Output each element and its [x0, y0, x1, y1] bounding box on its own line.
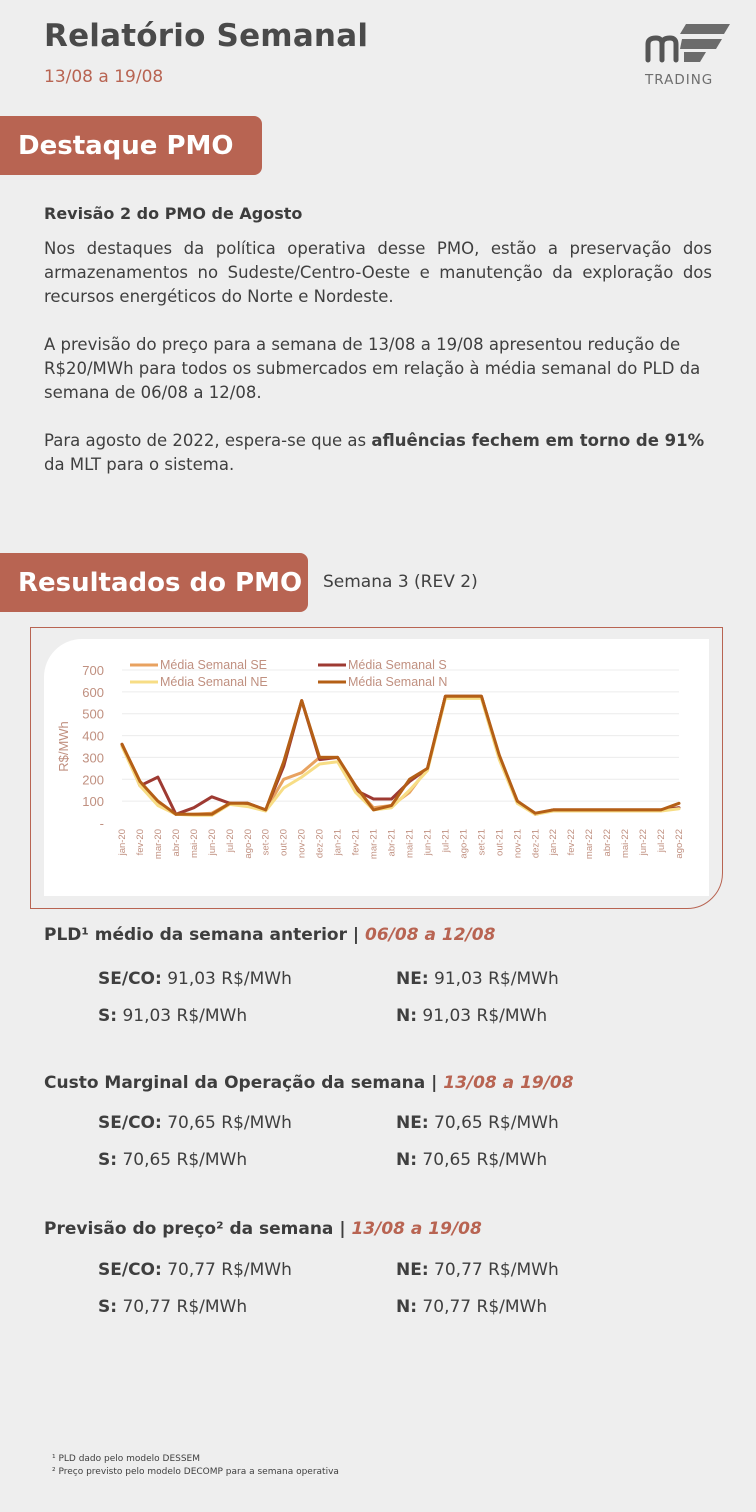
previsao-seco: [98, 1260, 292, 1280]
cmo-ne-value: 70,65 R$/MWh: [428, 1113, 559, 1133]
pld-dates: 06/08 a 12/08: [365, 925, 496, 945]
x-tick-label: set-20: [260, 829, 272, 856]
series-line-2: [122, 698, 679, 815]
p3-suffix: da MLT para o sistema.: [44, 455, 235, 474]
resultados-pmo-banner: Resultados do PMO: [0, 553, 308, 612]
x-tick-label: ago-20: [242, 829, 254, 859]
x-tick-label: mai-21: [404, 829, 416, 859]
cmo-seco-value: 70,65 R$/MWh: [161, 1113, 292, 1133]
previsao-ne-value: 70,77 R$/MWh: [428, 1260, 559, 1280]
previsao-n-label: N:: [396, 1297, 418, 1317]
p3-bold: afluências fechem em torno de 91%: [371, 431, 705, 450]
y-tick-label: 400: [82, 728, 104, 744]
report-date-range: 13/08 a 19/08: [44, 67, 164, 87]
p3-prefix: Para agosto de 2022, espera-se que as: [44, 431, 372, 450]
x-tick-label: ago-22: [674, 829, 685, 859]
cmo-dates: 13/08 a 19/08: [443, 1073, 574, 1093]
cmo-seco-label: SE/CO:: [98, 1113, 162, 1133]
cmo-n-value: 70,65 R$/MWh: [417, 1150, 548, 1170]
y-tick-label: 600: [82, 684, 104, 700]
price-line-chart: [44, 639, 709, 896]
x-tick-label: dez-21: [530, 829, 542, 859]
y-tick-label: 300: [82, 750, 104, 766]
y-tick-label: 200: [82, 772, 104, 788]
x-tick-label: abr-20: [170, 829, 182, 857]
x-tick-label: jun-22: [638, 829, 650, 856]
footnote-2: ² Preço previsto pelo modelo DECOMP para a semana operativa: [52, 1467, 339, 1477]
x-tick-label: set-21: [476, 829, 488, 856]
x-tick-label: jan-22: [548, 829, 560, 856]
revision-title: Revisão 2 do PMO de Agosto: [44, 204, 303, 223]
x-tick-label: abr-22: [602, 829, 614, 857]
x-tick-label: mai-22: [620, 829, 632, 859]
x-tick-label: nov-20: [296, 829, 308, 859]
destaque-paragraph-3: [44, 429, 712, 477]
x-tick-label: ago-21: [458, 829, 470, 859]
x-tick-label: nov-21: [512, 829, 524, 859]
previsao-seco-value: 70,77 R$/MWh: [161, 1260, 292, 1280]
cmo-s: [98, 1150, 247, 1170]
x-tick-label: out-21: [494, 829, 506, 856]
pld-s-label: S:: [98, 1006, 118, 1026]
cmo-ne: [396, 1113, 559, 1133]
pld-ne-value: 91,03 R$/MWh: [428, 969, 559, 989]
legend-label: Média Semanal S: [348, 658, 447, 672]
pld-n: [396, 1006, 547, 1026]
destaque-paragraph-1: Nos destaques da política operativa desse PMO, estão a preservação dos armazenamentos no Sudeste/Centro-Oeste e manutenção da exploração dos recursos energéticos do Norte e Nordeste.: [44, 239, 712, 306]
x-tick-label: jan-20: [117, 829, 128, 856]
pld-s: [98, 1006, 247, 1026]
y-tick-label: 100: [82, 794, 104, 810]
semana-label: Semana 3 (REV 2): [323, 572, 478, 592]
logo-trading-text: TRADING: [645, 72, 714, 88]
pld-ne: [396, 969, 559, 989]
cmo-ne-label: NE:: [396, 1113, 429, 1133]
previsao-heading-text: Previsão do preço² da semana |: [44, 1219, 352, 1239]
cmo-heading-text: Custo Marginal da Operação da semana |: [44, 1073, 444, 1093]
cmo-seco: [98, 1113, 292, 1133]
y-tick-label: -: [99, 816, 104, 831]
previsao-s-label: S:: [98, 1297, 118, 1317]
pld-seco-value: 91,03 R$/MWh: [161, 969, 292, 989]
x-tick-label: fev-22: [566, 829, 578, 856]
x-tick-label: mai-20: [188, 829, 200, 859]
x-tick-label: fev-21: [350, 829, 362, 856]
previsao-dates: 13/08 a 19/08: [351, 1219, 482, 1239]
destaque-pmo-banner: Destaque PMO: [0, 116, 262, 175]
footnote-1: ¹ PLD dado pelo modelo DESSEM: [52, 1454, 201, 1464]
x-tick-label: jan-21: [332, 829, 344, 856]
previsao-n: [396, 1297, 547, 1317]
x-tick-label: jun-21: [422, 829, 434, 856]
y-tick-label: 500: [82, 706, 104, 722]
report-title: Relatório Semanal: [44, 18, 369, 54]
previsao-s: [98, 1297, 247, 1317]
cmo-n: [396, 1150, 547, 1170]
y-axis-label: R$/MWh: [56, 721, 71, 772]
legend-label: Média Semanal N: [348, 675, 448, 689]
y-tick-label: 700: [82, 663, 104, 678]
cmo-s-label: S:: [98, 1150, 118, 1170]
x-tick-label: mar-21: [368, 829, 380, 860]
pld-s-value: 91,03 R$/MWh: [117, 1006, 248, 1026]
pld-seco: [98, 969, 292, 989]
x-tick-label: jul-21: [440, 829, 452, 853]
x-tick-label: out-20: [278, 829, 290, 856]
cmo-n-label: N:: [396, 1150, 418, 1170]
previsao-seco-label: SE/CO:: [98, 1260, 162, 1280]
pld-heading-text: PLD¹ médio da semana anterior |: [44, 925, 366, 945]
x-tick-label: jul-22: [656, 829, 668, 853]
cmo-heading: [44, 1073, 574, 1093]
pld-n-label: N:: [396, 1006, 418, 1026]
x-tick-label: abr-21: [386, 829, 398, 857]
destaque-paragraph-2: A previsão do preço para a semana de 13/08 a 19/08 apresentou redução de R$20/MWh para todos os submercados em relação à média semanal do PLD da semana de 06/08 a 12/08.: [44, 335, 701, 402]
x-tick-label: mar-20: [152, 829, 164, 860]
pld-seco-label: SE/CO:: [98, 969, 162, 989]
x-tick-label: jun-20: [206, 829, 218, 856]
cmo-s-value: 70,65 R$/MWh: [117, 1150, 248, 1170]
previsao-ne: [396, 1260, 559, 1280]
x-tick-label: dez-20: [314, 829, 326, 859]
previsao-n-value: 70,77 R$/MWh: [417, 1297, 548, 1317]
legend-label: Média Semanal NE: [160, 675, 268, 689]
legend-label: Média Semanal SE: [160, 658, 268, 672]
pld-n-value: 91,03 R$/MWh: [417, 1006, 548, 1026]
previsao-s-value: 70,77 R$/MWh: [117, 1297, 248, 1317]
x-tick-label: mar-22: [584, 829, 596, 860]
previsao-ne-label: NE:: [396, 1260, 429, 1280]
previsao-heading: [44, 1219, 482, 1239]
x-tick-label: jul-20: [224, 829, 236, 853]
x-tick-label: fev-20: [134, 829, 146, 856]
pld-ne-label: NE:: [396, 969, 429, 989]
pld-heading: [44, 925, 495, 945]
